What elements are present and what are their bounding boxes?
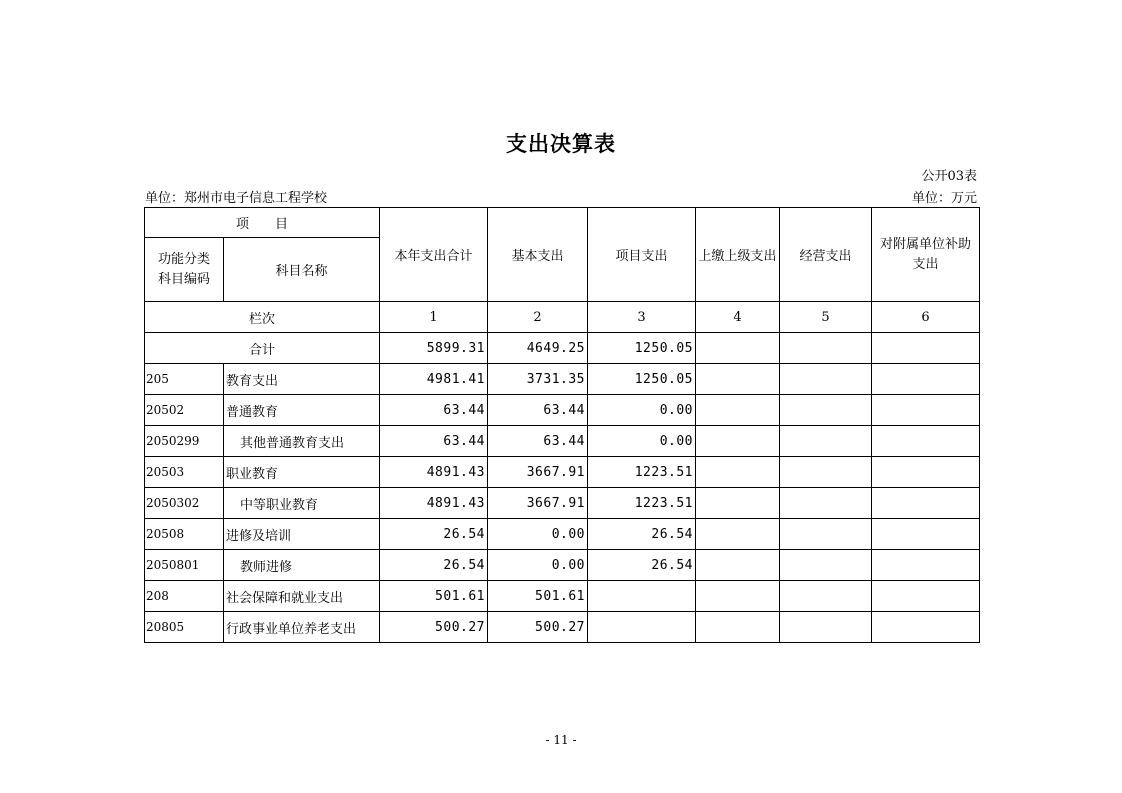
total-label: 合计 bbox=[145, 333, 380, 364]
subsidy-amount bbox=[872, 581, 980, 612]
table-row bbox=[145, 612, 980, 643]
table-row bbox=[145, 426, 980, 457]
column-index: 2 bbox=[488, 302, 588, 333]
total-amount: 26.54 bbox=[380, 550, 488, 581]
upper-amount bbox=[696, 395, 780, 426]
subject-name: 职业教育 bbox=[224, 457, 380, 488]
subject-code: 20503 bbox=[145, 457, 224, 488]
column-index-row bbox=[145, 302, 980, 333]
subsidy-amount bbox=[872, 519, 980, 550]
business-amount bbox=[780, 550, 872, 581]
subject-name: 普通教育 bbox=[224, 395, 380, 426]
table-row bbox=[145, 395, 980, 426]
basic-amount: 3667.91 bbox=[488, 457, 588, 488]
total-amount: 5899.31 bbox=[380, 333, 488, 364]
business-amount bbox=[780, 364, 872, 395]
subsidy-amount bbox=[872, 550, 980, 581]
business-amount bbox=[780, 488, 872, 519]
currency-unit: 单位：万元 bbox=[911, 191, 977, 206]
upper-amount bbox=[696, 333, 780, 364]
page-number: - 11 - bbox=[545, 733, 577, 747]
total-amount: 63.44 bbox=[380, 426, 488, 457]
project-amount: 26.54 bbox=[588, 519, 696, 550]
column-index: 1 bbox=[380, 302, 488, 333]
column-index-label: 栏次 bbox=[145, 302, 380, 333]
header-basic: 基本支出 bbox=[488, 208, 588, 302]
subject-code: 2050299 bbox=[145, 426, 224, 457]
project-amount: 1250.05 bbox=[588, 364, 696, 395]
upper-amount bbox=[696, 488, 780, 519]
subject-name: 教师进修 bbox=[224, 550, 380, 581]
project-amount: 1223.51 bbox=[588, 488, 696, 519]
table-row bbox=[145, 457, 980, 488]
table-row bbox=[145, 519, 980, 550]
basic-amount: 0.00 bbox=[488, 519, 588, 550]
expenditure-table bbox=[144, 207, 980, 643]
subject-name: 社会保障和就业支出 bbox=[224, 581, 380, 612]
business-amount bbox=[780, 519, 872, 550]
business-amount bbox=[780, 333, 872, 364]
business-amount bbox=[780, 581, 872, 612]
project-amount bbox=[588, 612, 696, 643]
subject-code: 2050302 bbox=[145, 488, 224, 519]
header-item: 项 目 bbox=[145, 208, 380, 238]
column-index: 5 bbox=[780, 302, 872, 333]
subsidy-amount bbox=[872, 488, 980, 519]
project-amount: 0.00 bbox=[588, 395, 696, 426]
total-amount: 4981.41 bbox=[380, 364, 488, 395]
header-business: 经营支出 bbox=[780, 208, 872, 302]
page-title: 支出决算表 bbox=[506, 132, 616, 156]
upper-amount bbox=[696, 612, 780, 643]
basic-amount: 63.44 bbox=[488, 395, 588, 426]
project-amount: 1223.51 bbox=[588, 457, 696, 488]
business-amount bbox=[780, 457, 872, 488]
subject-code: 205 bbox=[145, 364, 224, 395]
subject-name: 中等职业教育 bbox=[224, 488, 380, 519]
subsidy-amount bbox=[872, 395, 980, 426]
basic-amount: 500.27 bbox=[488, 612, 588, 643]
column-index: 6 bbox=[872, 302, 980, 333]
business-amount bbox=[780, 426, 872, 457]
total-amount: 63.44 bbox=[380, 395, 488, 426]
unit-name: 单位：郑州市电子信息工程学校 bbox=[145, 191, 328, 206]
subsidy-amount bbox=[872, 612, 980, 643]
subsidy-amount bbox=[872, 426, 980, 457]
table-row bbox=[145, 488, 980, 519]
header-subject-name: 科目名称 bbox=[224, 238, 380, 302]
upper-amount bbox=[696, 581, 780, 612]
subject-name: 行政事业单位养老支出 bbox=[224, 612, 380, 643]
subject-name: 其他普通教育支出 bbox=[224, 426, 380, 457]
header-total: 本年支出合计 bbox=[380, 208, 488, 302]
subject-code: 20502 bbox=[145, 395, 224, 426]
project-amount bbox=[588, 581, 696, 612]
subject-code: 2050801 bbox=[145, 550, 224, 581]
business-amount bbox=[780, 612, 872, 643]
header-subsidy: 对附属单位补助支出 bbox=[872, 208, 980, 302]
subject-code: 208 bbox=[145, 581, 224, 612]
table-row bbox=[145, 581, 980, 612]
subject-name: 进修及培训 bbox=[224, 519, 380, 550]
form-code: 公开03表 bbox=[921, 169, 977, 184]
header-upper: 上缴上级支出 bbox=[696, 208, 780, 302]
subject-name: 教育支出 bbox=[224, 364, 380, 395]
subsidy-amount bbox=[872, 364, 980, 395]
upper-amount bbox=[696, 364, 780, 395]
subject-code: 20805 bbox=[145, 612, 224, 643]
basic-amount: 63.44 bbox=[488, 426, 588, 457]
subject-code: 20508 bbox=[145, 519, 224, 550]
basic-amount: 3731.35 bbox=[488, 364, 588, 395]
upper-amount bbox=[696, 426, 780, 457]
total-amount: 4891.43 bbox=[380, 488, 488, 519]
header-func-code: 功能分类 科目编码 bbox=[145, 238, 224, 302]
project-amount: 1250.05 bbox=[588, 333, 696, 364]
business-amount bbox=[780, 395, 872, 426]
total-amount: 501.61 bbox=[380, 581, 488, 612]
total-row bbox=[145, 333, 980, 364]
basic-amount: 501.61 bbox=[488, 581, 588, 612]
total-amount: 26.54 bbox=[380, 519, 488, 550]
column-index: 4 bbox=[696, 302, 780, 333]
table-row bbox=[145, 550, 980, 581]
column-index: 3 bbox=[588, 302, 696, 333]
project-amount: 26.54 bbox=[588, 550, 696, 581]
basic-amount: 4649.25 bbox=[488, 333, 588, 364]
total-amount: 500.27 bbox=[380, 612, 488, 643]
header-project: 项目支出 bbox=[588, 208, 696, 302]
subsidy-amount bbox=[872, 333, 980, 364]
upper-amount bbox=[696, 519, 780, 550]
subsidy-amount bbox=[872, 457, 980, 488]
upper-amount bbox=[696, 550, 780, 581]
basic-amount: 3667.91 bbox=[488, 488, 588, 519]
table-row bbox=[145, 364, 980, 395]
upper-amount bbox=[696, 457, 780, 488]
project-amount: 0.00 bbox=[588, 426, 696, 457]
total-amount: 4891.43 bbox=[380, 457, 488, 488]
basic-amount: 0.00 bbox=[488, 550, 588, 581]
